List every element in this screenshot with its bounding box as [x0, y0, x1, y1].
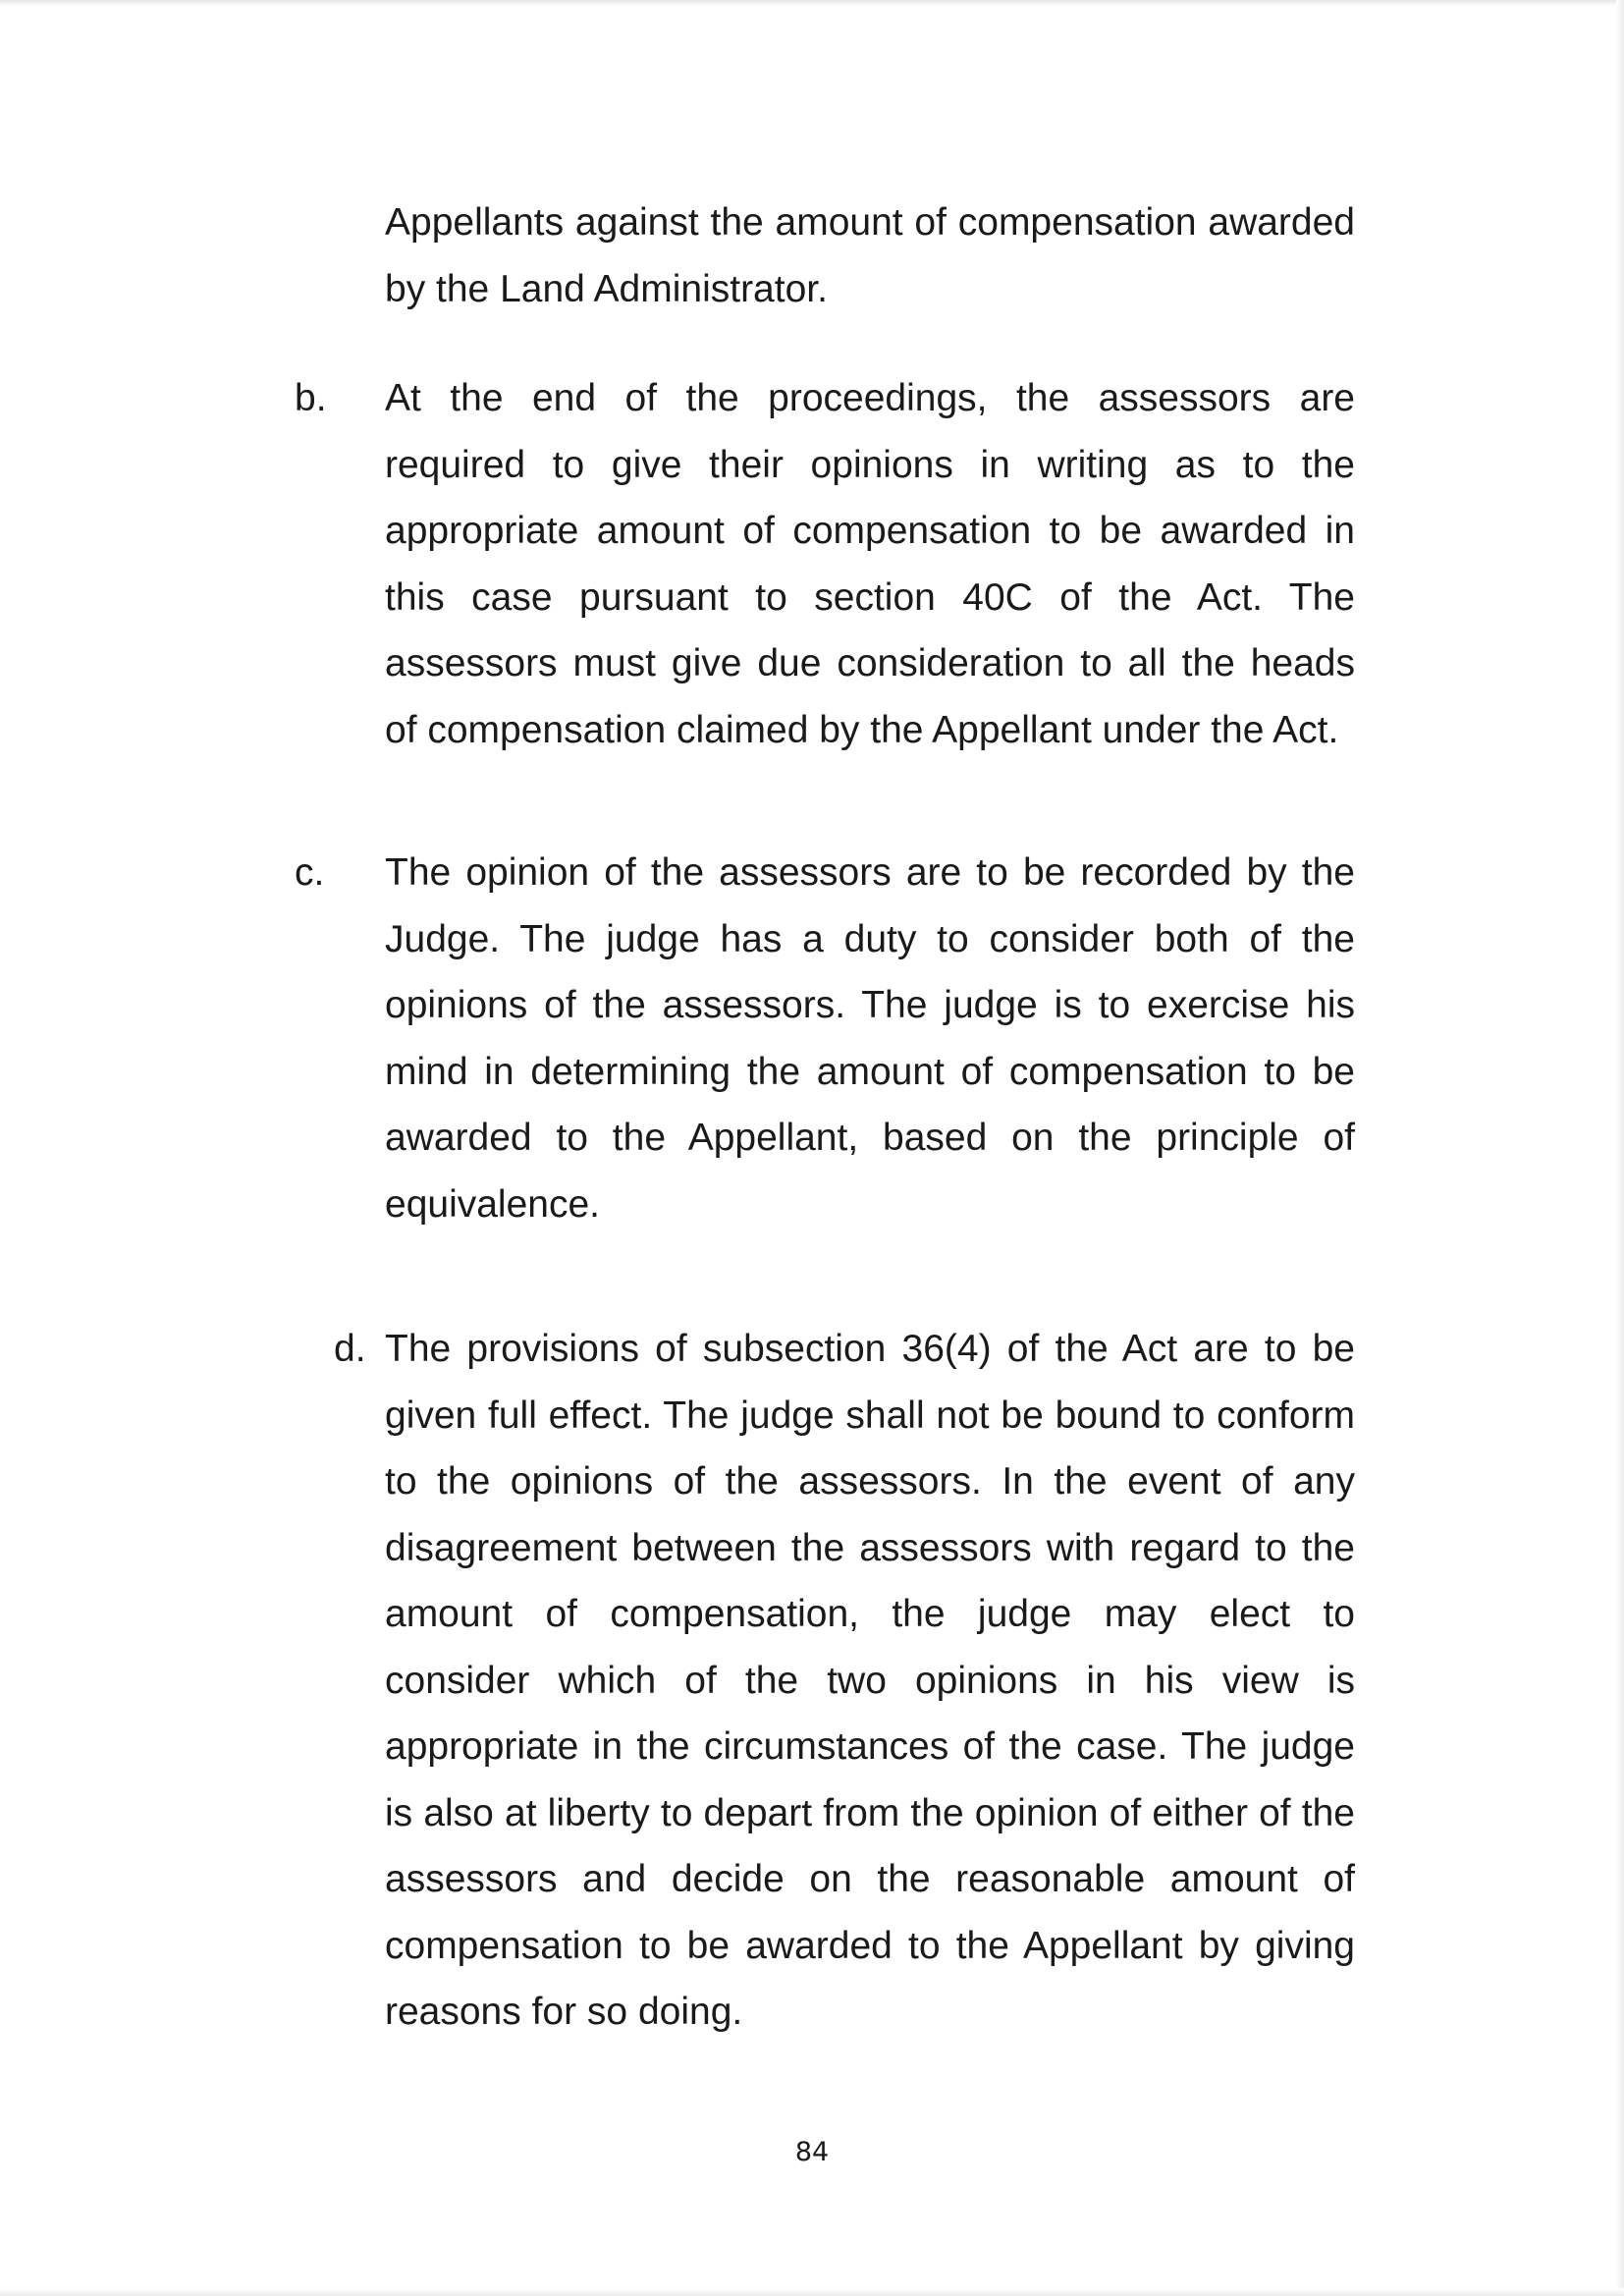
scan-edge-bottom [0, 2288, 1624, 2296]
paragraph-continuation: Appellants against the amount of compensation awarded by the Land Administrator. [385, 201, 1355, 310]
list-marker-c: c. [295, 851, 325, 894]
list-item-d-text: The provisions of subsection 36(4) of the Act are to be given full effect. The judge shall not be bound to conform to the opinions of the assessors. In the event of any disagreement between the assessors with regard to the amount of compensation, the judge may elect to consider which of the two opinions in his view is appropriate in the circumstances of the case. The judge is also at liberty to depart from the opinion of either of the assessors and decide on the reasonable amount of compensation to be awarded to the Appellant by giving reasons for so doing. [385, 1328, 1355, 2033]
list-marker-d: d. [334, 1328, 366, 1370]
page-number: 84 [794, 2137, 830, 2167]
list-marker-b: b. [295, 377, 327, 419]
scan-edge-right [1616, 0, 1624, 2296]
scan-edge-top [0, 0, 1624, 6]
list-item-b-text: At the end of the proceedings, the assessors are required to give their opinions in writing as to the appropriate amount of compensation to be awarded in this case pursuant to section 40C of the Act. The assessors must give due consideration to all the heads of compensation claimed by the Appellant under the Act. [385, 377, 1355, 751]
list-item-c-text: The opinion of the assessors are to be recorded by the Judge. The judge has a duty to consider both of the opinions of the assessors. The judge is to exercise his mind in determining the amount of compensation to be awarded to the Appellant, based on the principle of equivalence. [385, 851, 1355, 1226]
